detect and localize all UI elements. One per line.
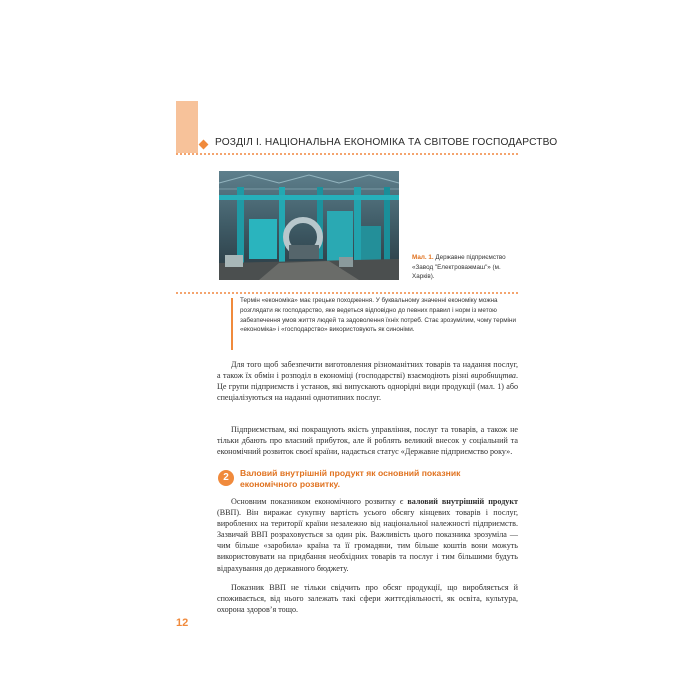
chapter-header-title: РОЗДІЛ І. НАЦІОНАЛЬНА ЕКОНОМІКА ТА СВІТОВЕ ГОСПОДАРСТВО: [215, 137, 558, 148]
note-box-text: Термін «економіка» має грецьке походження. У буквальному значенні економіку можна розглядати як господарство, яке ведеться відповідно до певних правил і норм із метою забезпечення умов життя людей та задоволення їхніх потреб. Стає зрозумілим, чому терміни «економіка» і «господарство» використовують як синоніми.: [240, 297, 517, 334]
paragraph-3: [217, 496, 518, 574]
paragraph-3-part-b: (ВВП). Він виражає сукупну вартість усього обсягу кінцевих товарів і послуг, вироблених на території країни незалежно від національної належності підприємств. Зазвичай ВВП розраховується за один рік. Важливість цього показника зрозуміла — чим більше «заробила» країна та її громадяни, тим більше коштів вони можуть використовувати на придбання необхідних товарів та послуг і тим більшими будуть відрахування до державного бюджету.: [217, 508, 518, 573]
page-number: 12: [176, 617, 189, 629]
header-diamond-icon: [199, 140, 209, 150]
figure-caption-text: Державне підприємство «Завод "Електроважмаш"» (м. Харків).: [412, 254, 506, 281]
paragraph-2: [217, 424, 518, 457]
section-title: Валовий внутрішній продукт як основний показник економічного розвитку.: [240, 468, 461, 489]
paragraph-3-term: валовий внутрішній продукт: [407, 497, 518, 506]
figure-divider: [176, 292, 518, 294]
paragraph-1-part-b: . Це групи підприємств і установ, які випускають однорідні види продукції (мал. 1) або спеціалізуються на наданні однотипних послуг.: [217, 371, 518, 403]
figure-caption-label: Мал. 1.: [412, 254, 434, 261]
paragraph-2-text: Підприємствам, які покращують якість управління, послуг та товарів, а також не тільки дбають про власний прибуток, але й роблять великий внесок у соціальний та економічний розвиток своєї країни, надається статус «Державне підприємство року».: [217, 425, 518, 457]
figure-caption: [412, 253, 522, 282]
paragraph-1-part-a: Для того щоб забезпечити виготовлення різноманітних товарів та надання послуг, а також їх обмін і розподіл в економіці (господарстві) взаємодіють різні: [217, 360, 518, 381]
note-accent-line: [231, 298, 233, 350]
paragraph-1: [217, 359, 518, 403]
factory-photo: [219, 171, 399, 280]
paragraph-1-emphasis: виробництва: [470, 371, 516, 381]
paragraph-4: [217, 582, 518, 615]
paragraph-4-text: Показник ВВП не тільки свідчить про обсяг продукції, що виробляється й споживається, від нього залежать такі сфери життєдіяльності, як освіта, культура, охорона здоров’я тощо.: [217, 583, 518, 615]
paragraph-3-part-a: Основним показником економічного розвитку є: [231, 497, 408, 506]
section-number-badge: 2: [218, 470, 234, 486]
header-divider: [176, 153, 518, 155]
header-accent-bar: [176, 101, 198, 153]
